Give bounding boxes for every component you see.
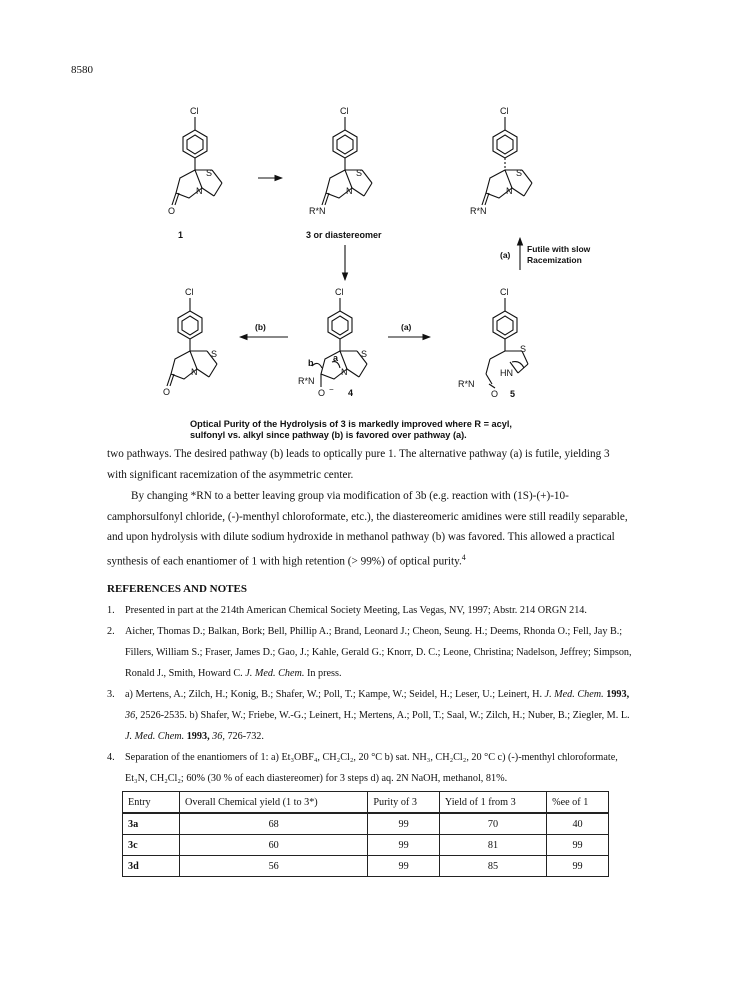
reference-volume: 36, xyxy=(125,710,138,721)
table-cell: 40 xyxy=(547,813,609,835)
caption-line-2: sulfonyl vs. alkyl since pathway (b) is favored over pathway (a). xyxy=(190,430,467,440)
caption-line-1: Optical Purity of the Hydrolysis of 3 is markedly improved where R = acyl, xyxy=(190,419,512,429)
page-number: 8580 xyxy=(71,64,93,76)
rn-label: R*N xyxy=(298,376,315,386)
minus-sign: − xyxy=(329,385,334,394)
n-label: N xyxy=(506,186,513,196)
s-label: S xyxy=(356,168,363,178)
table-row xyxy=(123,835,609,856)
table-cell: 99 xyxy=(547,835,609,856)
s-label: S xyxy=(211,349,218,359)
cl-label: Cl xyxy=(185,287,194,297)
hn-label: HN xyxy=(500,368,513,378)
compound-label-1: 1 xyxy=(178,230,184,240)
enantiomer-separation-table xyxy=(122,791,609,877)
rn-label: R*N xyxy=(309,206,326,216)
table-row xyxy=(123,856,609,877)
reference-tail: In press. xyxy=(304,668,342,679)
futile-label-2: Racemization xyxy=(527,255,582,265)
b-bond-label: b xyxy=(308,358,314,368)
reference-item xyxy=(107,747,637,789)
s-label: S xyxy=(516,168,523,178)
reference-year: 1993, xyxy=(184,731,210,742)
cl-label: Cl xyxy=(190,106,199,116)
reference-journal: J. Med. Chem. xyxy=(245,668,305,679)
table-cell: 81 xyxy=(439,835,546,856)
reference-tail: 726-732. xyxy=(224,731,264,742)
table-cell: 99 xyxy=(368,813,440,835)
reference-volume: 36, xyxy=(209,731,225,742)
table-cell: 85 xyxy=(439,856,546,877)
reference-text: Separation of the enantiomers of 1: a) Et₃OBF₄, CH₂Cl₂, 20 °C b) sat. NH₃, CH₂Cl₂, 20 °C c) (-)-menthyl chloroformate, Et₃N, CH₂Cl₂; 60% (30 % of each diastereomer) for 3 steps d) aq. 2N NaOH, methanol, 81%. xyxy=(125,752,618,784)
references-list xyxy=(107,600,637,789)
reference-year: 1993, xyxy=(603,689,630,700)
table-cell: 70 xyxy=(439,813,546,835)
table-cell: 3a xyxy=(123,813,180,835)
cl-label: Cl xyxy=(500,287,509,297)
n-label: N xyxy=(341,367,348,377)
s-label: S xyxy=(206,168,213,178)
futile-label-1: Futile with slow xyxy=(527,244,591,254)
table-cell: 99 xyxy=(368,856,440,877)
table-cell: 3c xyxy=(123,835,180,856)
n-label: N xyxy=(196,186,203,196)
table-header-cell: Entry xyxy=(123,792,180,814)
reference-text: a) Mertens, A.; Zilch, H.; Konig, B.; Shafer, W.; Poll, T.; Kampe, W.; Seidel, H.; Leser, U.; Leinert, H. xyxy=(125,689,542,700)
rn-label: R*N xyxy=(458,379,475,389)
a-bond-label: a xyxy=(333,353,339,363)
table-header-cell: Purity of 3 xyxy=(368,792,440,814)
table-header-cell: Yield of 1 from 3 xyxy=(439,792,546,814)
compound-label-5: 5 xyxy=(510,389,516,399)
o-label: O xyxy=(163,387,171,397)
table-cell: 3d xyxy=(123,856,180,877)
n-label: N xyxy=(191,367,198,377)
reference-number: 4. xyxy=(107,752,115,763)
n-label: N xyxy=(346,186,353,196)
o-label: O xyxy=(168,206,176,216)
table-row xyxy=(123,813,609,835)
table-cell: 56 xyxy=(180,856,368,877)
cl-label: Cl xyxy=(500,106,509,116)
reference-journal: J. Med. Chem. xyxy=(544,689,604,700)
references-heading: REFERENCES AND NOTES xyxy=(107,583,247,595)
rn-label: R*N xyxy=(470,206,487,216)
reference-item xyxy=(107,600,637,621)
table-header-row xyxy=(123,792,609,814)
reference-text: Presented in part at the 214th American Chemical Society Meeting, Las Vegas, NV, 1997; Abstr. 214 ORGN 214. xyxy=(125,605,587,616)
table-header-cell: Overall Chemical yield (1 to 3*) xyxy=(180,792,368,814)
paragraph-2-footnote: 4 xyxy=(461,552,466,562)
paragraph-1: two pathways. The desired pathway (b) leads to optically pure 1. The alternative pathway (a) is futile, yielding 3 with significant racemization of the asymmetric center. xyxy=(107,448,610,481)
reference-item xyxy=(107,621,637,684)
arrow-a-label: (a) xyxy=(401,322,412,332)
s-label: S xyxy=(520,344,527,354)
reaction-scheme xyxy=(0,0,731,420)
paragraph-2 xyxy=(107,486,632,572)
o-label: O xyxy=(491,389,499,399)
cl-label: Cl xyxy=(340,106,349,116)
compound-label-3: 3 or diastereomer xyxy=(306,230,382,240)
scheme-caption xyxy=(190,419,570,441)
table-cell: 68 xyxy=(180,813,368,835)
reference-journal: J. Med. Chem. xyxy=(125,731,185,742)
reference-number: 3. xyxy=(107,689,115,700)
table-cell: 99 xyxy=(547,856,609,877)
cl-label: Cl xyxy=(335,287,344,297)
structure-4 xyxy=(312,298,367,387)
table-cell: 99 xyxy=(368,835,440,856)
reference-tail: 2526-2535. b) Shafer, W.; Friebe, W.-G.; Leinert, H.; Mertens, A.; Poll, T.; Saal, W.; Zilch, H.; Nuber, B.; Ziegler, M. L. xyxy=(137,710,630,721)
table-header-cell: %ee of 1 xyxy=(547,792,609,814)
paragraph-2-text: By changing *RN to a better leaving group via modification of 3b (e.g. reaction with (1S)-(+)-10-camphorsulfonyl chloride, (-)-menthyl chloroformate, etc.), the diastereomeric amidines were still readily separable, and upon hydrolysis with dilute sodium hydroxide in methanol pathway (b) was favored. This allowed a practical synthesis of each enantiomer of 1 with high retention (> 99%) of optical purity. xyxy=(107,490,628,568)
arrow-a-label: (a) xyxy=(500,250,511,260)
reference-item xyxy=(107,684,637,747)
s-label: S xyxy=(361,349,368,359)
reference-text: Aicher, Thomas D.; Balkan, Bork; Bell, Phillip A.; Brand, Leonard J.; Cheon, Seung. H.; Deems, Rhonda O.; Fell, Jay B.; Fillers, William S.; Fraser, James D.; Gao, J.; Kahle, Gerald G.; Knorr, D. C.; Leone, Christina; Nadelson, Jeffrey; Simpson, Ronald J., Smith, Howard C. xyxy=(125,626,632,679)
compound-label-4: 4 xyxy=(348,388,354,398)
reference-number: 1. xyxy=(107,605,115,616)
o-minus-label: O xyxy=(318,388,326,398)
table-cell: 60 xyxy=(180,835,368,856)
reference-number: 2. xyxy=(107,626,115,637)
arrow-b-label: (b) xyxy=(255,322,266,332)
